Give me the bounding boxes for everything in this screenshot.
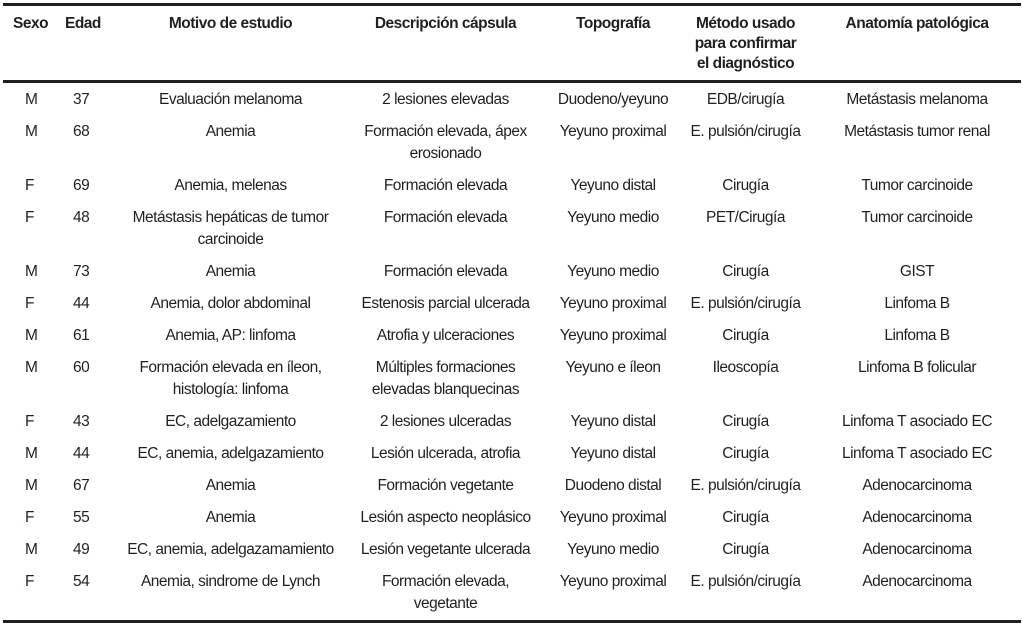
cell-motivo [118,470,343,502]
cell-sexo: F [25,509,34,526]
cell-motivo [118,534,343,566]
cell-descripcion [343,82,548,117]
cell-metodo: Cirugía [722,327,769,344]
cell-motivo [118,170,343,202]
cell-topografia: Yeyuno proximal [559,573,667,590]
cell-sexo: F [25,413,34,430]
cell-topografia: Duodeno/yeyuno [557,91,669,108]
cell-anatomia: Linfoma T asociado EC [841,445,993,462]
cell-motivo [118,288,343,320]
table-row [3,116,1021,170]
cell-metodo: Cirugía [722,413,769,430]
cell-sexo: M [25,541,38,558]
header-edad: Edad [65,15,101,32]
cell-edad: 44 [73,295,90,312]
cell-metodo: Cirugía [722,445,769,462]
cell-descripcion [343,288,548,320]
cell-descripcion-line: Formación elevada, ápex [364,123,527,140]
table-row [3,82,1021,117]
cell-anatomia: Tumor carcinoide [861,177,973,194]
cell-motivo [118,566,343,622]
cell-anatomia: Linfoma T asociado EC [841,413,993,430]
cell-edad: 49 [73,541,90,558]
table-row [3,320,1021,352]
cell-metodo: PET/Cirugía [706,209,785,226]
cell-edad: 44 [73,445,90,462]
table-body [3,82,1021,622]
cell-descripcion-line: Lesión aspecto neoplásico [360,509,531,526]
cell-motivo-line: Anemia [205,123,256,140]
cell-motivo [118,256,343,288]
header-sexo: Sexo [13,15,49,32]
table-row [3,502,1021,534]
table-row [3,352,1021,406]
cell-topografia: Duodeno distal [564,477,662,494]
cell-descripcion [343,170,548,202]
cell-motivo-line: Formación elevada en íleon, [139,359,322,376]
cell-descripcion-line: Lesión vegetante ulcerada [360,541,531,558]
cell-edad: 60 [73,359,90,376]
cell-sexo: M [25,123,38,140]
cell-sexo: F [25,295,34,312]
cell-topografia: Yeyuno proximal [559,123,667,140]
cell-topografia: Yeyuno distal [570,413,656,430]
cell-descripcion [343,438,548,470]
header-row [3,5,1021,82]
cell-descripcion [343,534,548,566]
cell-descripcion-line: Formación elevada [383,177,508,194]
cell-motivo [118,502,343,534]
cell-anatomia: Linfoma B [884,327,950,344]
cell-edad: 54 [73,573,90,590]
cell-topografia: Yeyuno proximal [559,295,667,312]
cell-topografia: Yeyuno medio [567,209,659,226]
cell-motivo-line: Anemia, melenas [174,177,287,194]
cell-sexo: M [25,477,38,494]
table-row [3,202,1021,256]
table-row [3,566,1021,622]
cell-descripcion-line: Atrofia y ulceraciones [376,327,515,344]
cell-topografia: Yeyuno e íleon [565,359,661,376]
cell-edad: 73 [73,263,90,280]
cell-edad: 37 [73,91,90,108]
table-row [3,406,1021,438]
cell-descripcion [343,566,548,622]
cell-anatomia: Adenocarcinoma [862,541,972,558]
cell-edad: 43 [73,413,90,430]
cell-metodo: E. pulsión/cirugía [690,295,801,312]
cell-edad: 55 [73,509,90,526]
cell-topografia: Yeyuno proximal [559,509,667,526]
cell-motivo-line: histología: linfoma [172,381,289,398]
data-table-container [3,3,1021,623]
cell-anatomia: Adenocarcinoma [862,509,972,526]
table-row [3,288,1021,320]
cell-descripcion-line: vegetante [413,595,478,612]
cell-metodo: Cirugía [722,541,769,558]
header-metodo-line: Método usado [695,15,796,32]
cell-motivo [118,82,343,117]
cell-sexo: M [25,327,38,344]
cell-motivo-line: Anemia, sindrome de Lynch [140,573,321,590]
table-header [3,5,1021,82]
cell-motivo-line: Anemia, AP: linfoma [165,327,296,344]
cell-motivo-line: Metástasis hepáticas de tumor [132,209,329,226]
cell-motivo-line: Anemia [205,477,256,494]
cell-motivo-line: EC, adelgazamiento [165,413,296,430]
cell-descripcion-line: erosionado [409,145,482,162]
cell-edad: 68 [73,123,90,140]
cell-topografia: Yeyuno medio [567,541,659,558]
cell-metodo: Ileoscopía [712,359,779,376]
table-row [3,256,1021,288]
cell-descripcion [343,406,548,438]
cell-motivo-line: Anemia [205,509,256,526]
cell-motivo [118,438,343,470]
table-row [3,438,1021,470]
cell-descripcion-line: Múltiples formaciones [375,359,516,376]
cell-motivo-line: EC, anemia, adelgazamamiento [127,541,334,558]
cell-topografia: Yeyuno proximal [559,327,667,344]
cell-motivo-line: Anemia [205,263,256,280]
cell-descripcion [343,202,548,256]
cell-topografia: Yeyuno distal [570,177,656,194]
header-metodo [678,5,813,82]
cell-sexo: M [25,445,38,462]
cell-sexo: M [25,91,38,108]
header-anatomia: Anatomía patológica [845,15,989,32]
cell-descripcion [343,256,548,288]
cell-edad: 69 [73,177,90,194]
cell-descripcion-line: 2 lesiones ulceradas [379,413,512,430]
header-metodo-line: para confirmar [694,35,797,52]
cell-metodo: E. pulsión/cirugía [690,573,801,590]
cell-metodo: Cirugía [722,263,769,280]
cell-motivo [118,352,343,406]
header-metodo-line: el diagnóstico [696,55,795,72]
cell-anatomia: Tumor carcinoide [861,209,973,226]
header-motivo: Motivo de estudio [168,15,293,32]
cell-descripcion [343,352,548,406]
cell-descripcion [343,116,548,170]
cell-motivo-line: Evaluación melanoma [158,91,302,108]
cell-sexo: M [25,263,38,280]
cell-descripcion-line: Formación elevada, [381,573,510,590]
cell-motivo-line: carcinoide [197,231,264,248]
cell-anatomia: Linfoma B [884,295,950,312]
cell-topografia: Yeyuno distal [570,445,656,462]
table-row [3,470,1021,502]
cell-anatomia: GIST [899,263,935,280]
cell-motivo [118,202,343,256]
cell-anatomia: Metástasis tumor renal [844,123,990,140]
header-topografia: Topografía [576,15,650,32]
cell-metodo: E. pulsión/cirugía [690,477,801,494]
cell-anatomia: Metástasis melanoma [846,91,988,108]
cell-descripcion-line: Lesión ulcerada, atrofia [370,445,521,462]
table-row [3,534,1021,566]
cell-descripcion-line: elevadas blanquecinas [371,381,520,398]
cell-motivo [118,116,343,170]
table-row [3,170,1021,202]
cell-descripcion-line: Formación vegetante [377,477,514,494]
cell-metodo: Cirugía [722,177,769,194]
cell-sexo: F [25,209,34,226]
cell-descripcion-line: Formación elevada [383,209,508,226]
cell-sexo: M [25,359,38,376]
cell-motivo-line: EC, anemia, adelgazamiento [137,445,324,462]
cell-descripcion [343,502,548,534]
cell-motivo [118,406,343,438]
header-descripcion: Descripción cápsula [374,15,517,32]
cell-anatomia: Adenocarcinoma [862,477,972,494]
cell-edad: 67 [73,477,90,494]
cell-edad: 61 [73,327,90,344]
cell-anatomia: Linfoma B folicular [857,359,976,376]
cell-anatomia: Adenocarcinoma [862,573,972,590]
cell-sexo: F [25,177,34,194]
cell-metodo: EDB/cirugía [706,91,785,108]
patient-table [3,3,1021,623]
cell-descripcion-line: Estenosis parcial ulcerada [361,295,530,312]
cell-metodo: Cirugía [722,509,769,526]
cell-sexo: F [25,573,34,590]
cell-descripcion [343,470,548,502]
cell-motivo-line: Anemia, dolor abdominal [150,295,311,312]
cell-metodo: E. pulsión/cirugía [690,123,801,140]
cell-edad: 48 [73,209,90,226]
cell-descripcion-line: 2 lesiones elevadas [382,91,509,108]
cell-topografia: Yeyuno medio [567,263,659,280]
cell-descripcion [343,320,548,352]
cell-descripcion-line: Formación elevada [383,263,508,280]
cell-motivo [118,320,343,352]
